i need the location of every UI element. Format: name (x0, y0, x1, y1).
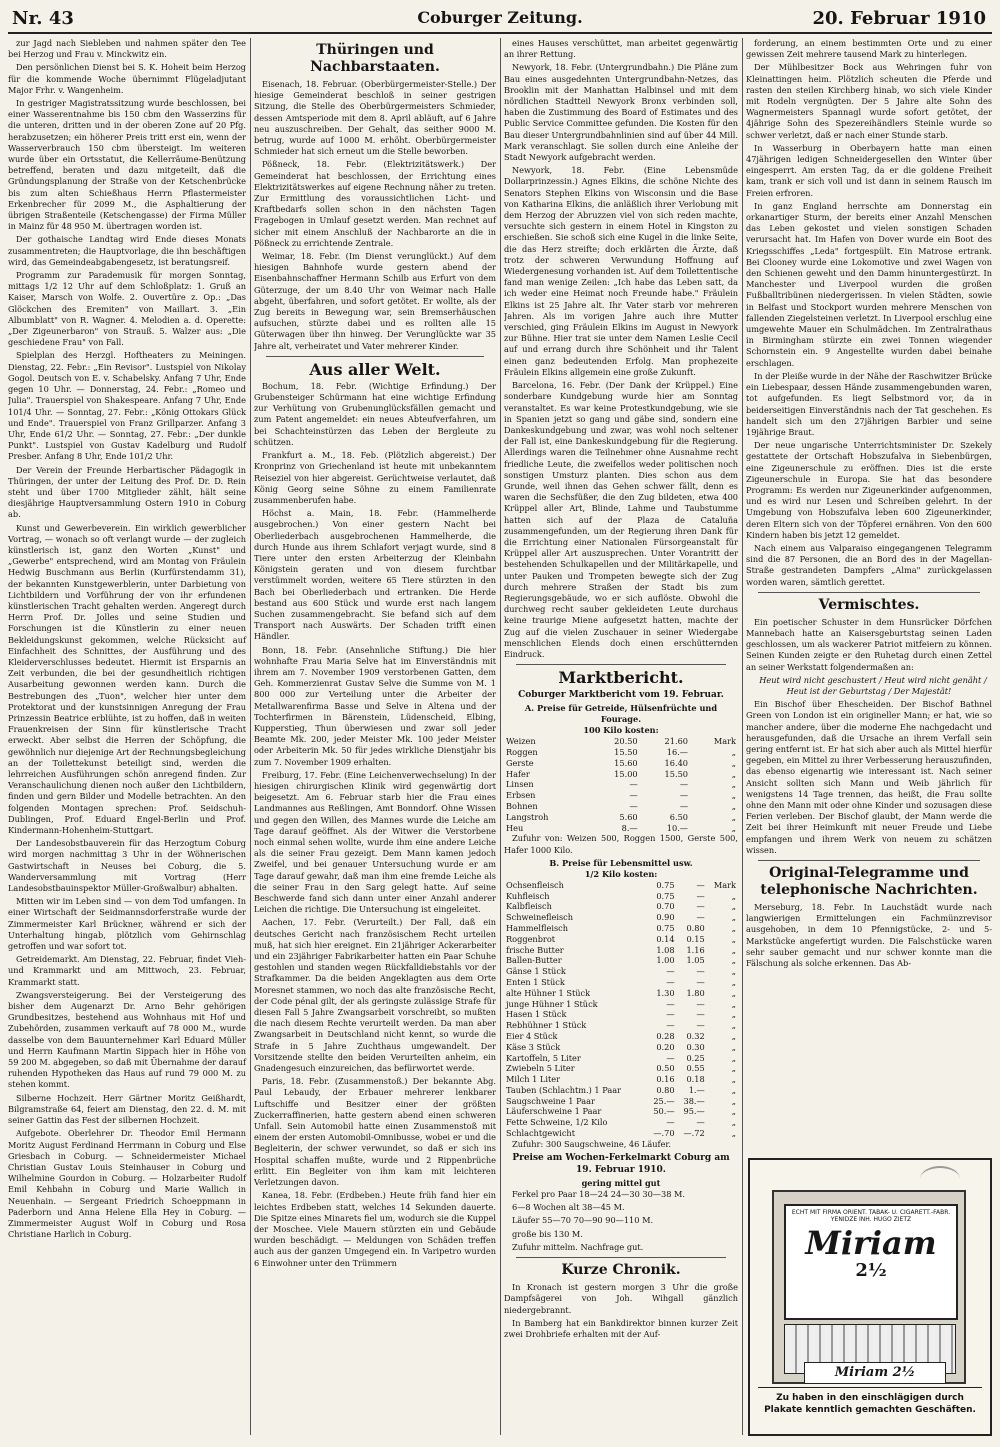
box-lid (784, 1204, 958, 1320)
price-from: 0.16 (656, 1074, 675, 1085)
price-unit: „ (731, 955, 736, 966)
price-from: 8.— (621, 822, 638, 833)
article-paragraph: Zwangsversteigerung. Bei der Versteigerung des bisher dem Augenarzt Dr. Arno Behr gehörigen Grundbesitzes, bestehend aus Wohnhaus mit Hof und Zubehörden, zusammen verkauft auf 78 000 M., wurde dasselbe von dem Bauunternehmer Karl Eduard Müller und Herrn Kaufmann Martin Sippach hier in Höhe von 59 200 M. abgegeben, so daß mit Übernahme der darauf ruhenden Hypotheken das Haus auf rund 79 000 M. zu stehen kommt. (8, 989, 246, 1090)
price-from: 0.14 (656, 933, 675, 944)
price-row (504, 955, 738, 966)
price-item: Linsen (506, 779, 534, 790)
market-a-title: A. Preise für Getreide, Hülsenfrüchte und Fourage. (524, 703, 718, 725)
price-unit: „ (731, 1084, 736, 1095)
price-row (504, 945, 738, 956)
price-unit: Mark (713, 736, 736, 747)
price-unit: „ (731, 811, 736, 822)
price-from: 20.50 (614, 736, 638, 747)
price-from: 1.08 (656, 944, 675, 955)
price-unit: „ (731, 1128, 736, 1139)
price-to: 16.40 (664, 757, 688, 768)
column-1 (8, 38, 251, 1435)
price-row (504, 1031, 738, 1042)
article-paragraph: zur Jagd nach Siebleben und nahmen später den Tee bei Herzog und Frau v. Minckwitz ein. (8, 38, 246, 60)
article-paragraph: Merseburg, 18. Febr. In Lauchstädt wurde nach langwierigen Ermittelungen ein Fachmünzrevisor ausgehoben, in dem 10 Pfennigstücke, 2- und 5-Markstücke angefertigt wurden. Die Falschstücke waren sehr sauber gemacht und nur schwer konnte man die Fälschung als solche erkennen. Das Ab- (746, 902, 992, 969)
price-item: Ballen-Butter (506, 955, 562, 966)
price-row (504, 1074, 738, 1085)
ferkel-header: gering mittel gut (581, 1178, 661, 1189)
price-row (504, 880, 738, 891)
price-row (504, 1128, 738, 1139)
price-to: 16.— (666, 746, 688, 757)
price-to: —.72 (683, 1128, 705, 1139)
price-to: 6.50 (669, 811, 688, 822)
price-item: alte Hühner 1 Stück (506, 987, 591, 998)
article-paragraph: Ein Bischof über Ehescheiden. Der Bischof Bathnel Green von London ist ein origineller Mann; er hat, wie so mancher andere, über die moderne Ehe nachgedacht und herausgefunden, daß die Ursache an ihrem Verfall sein gering entfernt ist. Er hat sich aber auch als Mittel hierfür gegeben, ein Mittel zu ihrer Verbesserung herauszufinden, das ebenso eigenartig wie interessant ist. Nach seiner Ansicht sollten sich Mann und Weib jährlich für wenigstens 14 Tage trennen, das heißt, die Frau sollte ohne den Mann mit oder ohne Kinder und sozusagen diese Ferien verleben. Der Bischof glaubt, der Mann werde die Zeit bei ihrer Heimkunft mit neuer Freude und Liebe empfangen und ihrem Werk von neuem zu schätzen wissen. (746, 699, 992, 855)
price-item: Saugschweine 1 Paar (506, 1095, 595, 1106)
ad-footer: Zu haben in den einschlägigen durch Plakate kenntlich gemachten Geschäften. (758, 1387, 982, 1426)
price-unit: „ (731, 1030, 736, 1041)
price-from: 0.28 (656, 1030, 675, 1041)
price-unit: „ (731, 1106, 736, 1117)
cigarette-box (772, 1190, 966, 1384)
cigarette-advertisement (748, 1158, 992, 1436)
price-unit: „ (731, 890, 736, 901)
price-item: Ochsenfleisch (506, 879, 564, 890)
price-from: 0.80 (656, 1084, 675, 1095)
price-item: Langstroh (506, 811, 549, 822)
article-paragraph: Höchst a. Main, 18. Febr. (Hammelherde ausgebrochen.) Von einer gestern Nacht bei Oberliederbach ausgebrochenen Hammelherde, die durch Hunde aus ihrem Schlafort verjagt wurde, sind 8 Tiere unter den ersten Arbeiterzug der Kleinbahn Königstein geraten und von diesem furchtbar verstümmelt worden, weitere 65 Tiere stürzten in den Bach bei Oberliederbach und ertranken. Die Herde bestand aus 600 Stück und wurde erst nach langem Suchen zusammengebracht. Sie befand sich auf dem Transport nach Auswärts. Der Schaden trifft einen Händler. (254, 508, 496, 642)
ferkel-line: große bis 130 M. (512, 1228, 583, 1239)
price-unit: „ (731, 779, 736, 790)
price-unit: „ (731, 901, 736, 912)
price-row (504, 1106, 738, 1117)
food-price-table (504, 880, 738, 1139)
ferkel-line: 6—8 Wochen alt 38—45 M. (512, 1202, 625, 1213)
price-item: Kartoffeln, 5 Liter (506, 1052, 581, 1063)
ad-strip: Miriam 2½ (804, 1362, 946, 1384)
price-from: 0.75 (656, 890, 675, 901)
price-to: 10.— (666, 822, 688, 833)
price-item: Rebhühner 1 Stück (506, 1020, 587, 1031)
price-row (504, 999, 738, 1010)
price-from: — (666, 998, 675, 1009)
price-from: 0.50 (656, 1063, 675, 1074)
article-paragraph: Ein poetischer Schuster in dem Hunsrücker Dörfchen Mannebach hatte an Kaisersgeburtstag seinen Laden geschlossen, um als wackerer Patriot mitfeiern zu können. Seinen Kunden zeigte er den Ruhetag durch einen Zettel an seiner Werkstatt folgendermaßen an: (746, 616, 992, 672)
price-row (504, 923, 738, 934)
price-to: — (696, 1009, 705, 1020)
price-to: — (679, 790, 688, 801)
price-from: — (666, 966, 675, 977)
price-item: Roggen (506, 746, 538, 757)
price-unit: „ (731, 768, 736, 779)
price-unit: „ (731, 998, 736, 1009)
price-from: 15.50 (614, 746, 638, 757)
divider (516, 1257, 726, 1258)
price-from: — (666, 976, 675, 987)
price-row (504, 1053, 738, 1064)
article-paragraph: In der Pleiße wurde in der Nähe der Raschwitzer Brücke ein Liebespaar, dessen Hände zusammengebunden waren, tot aufgefunden. Es liegt Selbstmord vor, da in beiderseitigen Einverständnis nach der Tat geschehen. Es handelt sich um den 27jährigen Barbier und seine 19jährige Braut. (746, 370, 992, 437)
price-row (504, 823, 738, 834)
price-to: 0.15 (686, 933, 705, 944)
price-to: 1.80 (686, 987, 705, 998)
price-from: 0.75 (656, 879, 675, 890)
market-a-unit: 100 Kilo kosten: (583, 725, 659, 736)
price-item: Milch 1 Liter (506, 1074, 560, 1085)
ad-firm: ECHT MIT FIRMA ORIENT. TABAK- U. CIGARETT.-FABR. YENIDZE INH. HUGO ZIETZ (791, 1209, 951, 1223)
price-unit: „ (731, 1041, 736, 1052)
article-paragraph: Den persönlichen Dienst bei S. K. Hoheit beim Herzog für die kommende Woche übernimmt Flügeladjutant Major Frhr. v. Wangenheim. (8, 62, 246, 95)
price-row (504, 1117, 738, 1128)
price-from: — (666, 1052, 675, 1063)
ad-brand: Miriam (805, 1224, 937, 1262)
ferkel-market-title: Preise am Wochen-Ferkelmarkt Coburg am 19. Februar 1910. (512, 1153, 730, 1176)
price-unit: „ (731, 976, 736, 987)
article-paragraph: Bonn, 18. Febr. (Ansehnliche Stiftung.) Die hier wohnhafte Frau Maria Selve hat im Einverständnis mit ihrem am 7. November 1909 verstorbenen Gatten, dem Geh. Kommerzienrat Gustav Selve die Summe von M. 1 800 000 zur Verteilung unter die Arbeiter der Metallwarenfirma Basse und Selve in Altena und der Tochterfirmen in Bärenstein, Lüdenscheid, Elbing, Kupperstieg, Thun überwiesen und zwar soll jeder Beamte Mk. 200, jeder Meister Mk. 100 jeder Meister oder Arbeiterin Mk. 50 für jedes wirkliche Dienstjahr bis zum 7. November 1909 erhalten. (254, 644, 496, 767)
article-paragraph: Barcelona, 16. Febr. (Der Dank der Krüppel.) Eine sonderbare Kundgebung wurde hier am Sonntag veranstaltet. Es war keine Protestkundgebung, wie sie in Spanien jetzt so gang und gäbe sind, sondern eine Dankeskundgebung und zwar, was wohl noch seltener der Fall ist, eine Dankeskundgebung für die Regierung. Allerdings waren die Teilnehmer ohne Ausnahme recht friedliche Leute, die zweifellos weder politischen noch sonstigen Umsturz planten. Dies schon aus dem Grunde, weil ihnen das Gehen schwer fällt, denn es waren die Sechsfüßer, die den Zug bildeten, etwa 400 Krüppel aller Art, Blinde, Lahme und Taubstumme hatten sich auf der Plaza de Cataluña zusammengefunden, um der Regierung ihren Dank für die Errichtung einer Nationalen Fürsorgeanstalt für Krüppel aller Art auszusprechen. Unter Vorantritt der bestehenden Schulkapellen und der Militärkapelle, und unter Pauken und Trompeten bewegte sich der Zug durch mehrere Straßen der Stadt bis zum Regierungsgebäude, wo er sich auflöste. Obwohl die durchweg recht sauber gekleideten Leute durchaus keine traurige Miene aufgesetzt hatten, machte der Zug auf die vielen Zuschauer in seiner Wiedergabe menschlichen Elends doch einen erschütternden Eindruck. (504, 380, 738, 659)
article-paragraph: Pößneck, 18. Febr. (Elektrizitätswerk.) Der Gemeinderat hat beschlossen, der Errichtung eines Elektrizitätswerkes auf eigene Rechnung näher zu treten. Zur Ermittlung des voraussichtlichen Licht- und Kraftbedarfs sollen schon in den nächsten Tagen Fragebogen in Umlauf gesetzt werden. Man rechnet auf sicher mit einem Anschluß der Nachbarorte an die in Pößneck zu errichtende Zentrale. (254, 159, 496, 248)
price-item: Schlachtgewicht (506, 1128, 575, 1139)
price-unit: Mark (713, 879, 736, 890)
market-note: Zufuhr von: Weizen 500, Roggen 1500, Gerste 500, Hafer 1000 Kilo. (504, 833, 738, 855)
divider (516, 664, 726, 665)
price-from: — (666, 1009, 675, 1020)
price-to: 1.05 (686, 955, 705, 966)
ferkel-line: Zufuhr mittelm. Nachfrage gut. (512, 1241, 644, 1252)
article-paragraph: Kanea, 18. Febr. (Erdbeben.) Heute früh fand hier ein leichtes Erdbeben statt, welches 14 Sekunden dauerte. Die Spitze eines Minarets fiel um, wodurch sie die Kuppel der Moschee. Viele Mauern stürzten ein und Gebäude wurden beschädigt. — Meldungen von Schäden treffen auch aus der ganzen Umgegend ein. In Varipetro wurden 6 Einwohner unter den Trümmern (254, 1190, 496, 1268)
page-number: Nr. 43 (12, 8, 74, 29)
price-row (504, 934, 738, 945)
price-unit: „ (731, 944, 736, 955)
price-to: — (696, 912, 705, 923)
price-from: 0.90 (656, 912, 675, 923)
poem: Heut wird nicht geschustert / Heut wird nicht genäht / Heut ist der Geburtstag / Der Majestät! (759, 674, 987, 696)
price-item: Hafer (506, 768, 530, 779)
price-row (504, 812, 738, 823)
price-unit: „ (731, 1117, 736, 1128)
price-unit: „ (731, 1009, 736, 1020)
price-item: Kalbfleisch (506, 901, 552, 912)
ferkel-line: Ferkel pro Paar 18—24 24—30 30—38 M. (512, 1189, 685, 1200)
price-item: Gerste (506, 757, 534, 768)
price-to: 21.60 (664, 736, 688, 747)
price-to: 0.32 (686, 1030, 705, 1041)
price-item: Kuhfleisch (506, 890, 550, 901)
price-to: — (696, 976, 705, 987)
article-paragraph: In Bamberg hat ein Bankdirektor binnen kurzer Zeit zwei Drohbriefe erhalten mit der Auf- (504, 1317, 738, 1339)
price-unit: „ (731, 987, 736, 998)
price-from: —.70 (653, 1128, 675, 1139)
price-to: 0.55 (686, 1063, 705, 1074)
price-row (504, 901, 738, 912)
price-unit: „ (731, 790, 736, 801)
article-paragraph: Weimar, 18. Febr. (Im Dienst verunglückt.) Auf dem hiesigen Bahnhofe wurde gestern abend der Eisenbahnschaffner Hermann Schilb aus Erfurt von dem Güterzuge, der um 8.40 Uhr von Weimar nach Halle abgeht, überfahren, und sofort getötet. Er wollte, als der Zug bereits in Bewegung war, sein Bremserhäuschen aufsuchen, stürzte dabei und es rollten alle 15 Güterwagen über ihn hinweg. Der Verunglückte war 35 Jahre alt, verheiratet und Vater mehrerer Kinder. (254, 251, 496, 351)
column-4 (746, 38, 992, 1147)
price-to: 1.— (688, 1084, 705, 1095)
smoke-icon (920, 1166, 960, 1192)
price-to: 0.80 (686, 922, 705, 933)
column-2 (254, 38, 501, 1435)
price-from: 50.— (653, 1106, 675, 1117)
price-to: — (696, 879, 705, 890)
price-row (504, 747, 738, 758)
price-to: — (696, 966, 705, 977)
price-unit: „ (731, 1063, 736, 1074)
price-row (504, 1009, 738, 1020)
article-paragraph: Programm zur Parademusik für morgen Sonntag, mittags 1/2 12 Uhr auf dem Schloßplatz: 1. Gruß an Kaiser, Marsch von Wolfe. 2. Ouvertüre z. Op.: „Das Glöckchen des Eremiten" von Maillart. 3. „Ein Albumblatt" von R. Wagner. 4. Melodien a. d. Operette: „Der Zigeunerbaron" von Strauß. 5. Walzer aus: „Die geschiedene Frau" von Fall. (8, 270, 246, 348)
price-from: 1.30 (656, 987, 675, 998)
section-heading: Vermischtes. (818, 596, 920, 613)
price-row (504, 801, 738, 812)
price-to: — (696, 1020, 705, 1031)
price-item: Eier 4 Stück (506, 1030, 558, 1041)
article-paragraph: Mitten wir im Leben sind — von dem Tod umfangen. In einer Wirtschaft der Seidmannsdorferstraße wurde der Zimmermeister Karl Brückner, während er sich der Unterhaltung hingab, plötzlich vom Gehirnschlag getroffen und war sofort tot. (8, 896, 246, 952)
article-paragraph: Nach einem aus Valparaiso eingegangenen Telegramm sind die 87 Personen, die an Bord des in der Magellan-Straße gestrandeten Dampfers „Alma" zurückgelassen worden waren, sämtlich gerettet. (746, 542, 992, 587)
price-row (504, 988, 738, 999)
masthead (8, 8, 992, 34)
article-paragraph: In ganz England herrschte am Donnerstag ein orkanartiger Sturm, der bereits einer Anzahl Menschen das Leben gekostet und vielen sonstigen Schaden verursacht hat. Im Hafen von Dover wurde ein Boot des Kriegsschiffes „Leda" fortgespült. Ein Matrose ertrank. Bei Clooney wurde eine Lokomotive und zwei Wagen von den Schienen geweht und den Damm hinuntergestürzt. In Manchester und Liverpool wurden die großen Fußballtribünen niedergerissen. In vielen Städten, sowie in Belfast und Stockport wurden mehrere Menschen von fallenden Ziegelsteinen verletzt. In Liverpool erschlug eine umgewehte Mauer ein Schulmädchen. Im Zentralrathaus in Birmingham stürzte ein zwei Tonnen wiegender Schornstein ein. 9 Angestellte wurden dabei beinahe erschlagen. (746, 200, 992, 368)
price-unit: „ (731, 933, 736, 944)
price-row (504, 1085, 738, 1096)
section-heading: Thüringen und Nachbarstaaten. (310, 42, 440, 75)
article-paragraph: Silberne Hochzeit. Herr Gärtner Moritz Geißhardt, Bilgramstraße 64, feiert am Dienstag, den 22. d. M. mit seiner Gattin das Fest der silbernen Hochzeit. (8, 1092, 246, 1126)
article-paragraph: In gestriger Magistratssitzung wurde beschlossen, bei einer Wasserentnahme bis 150 cbm den Wasserzins für die unteren, dritten und in der oberen Zone auf 20 Pfg. herabzusetzen; ein höherer Preis tritt erst ein, wenn der Wasserverbrauch 150 cbm übersteigt. Im weiteren wurde über ein Ortsstatut, die Kellerräume-Benützung betreffend, beraten und dazu mitgeteilt, daß die Gründungsplanung der Straße von der Ketschenbrücke bis zum alten Schießhaus Herrn Pflastermeister Erkenbrecher für 2099 M., die Asphaltierung der übrigen Straßenteile (Ketschengasse) der Firma Müller in Mainz für 48 950 M. übertragen worden ist. (8, 98, 246, 232)
price-item: Roggenbrot (506, 933, 556, 944)
price-row (504, 790, 738, 801)
section-heading: Kurze Chronik. (561, 1262, 681, 1279)
price-from: 15.00 (614, 768, 638, 779)
price-row (504, 977, 738, 988)
price-item: Schweinefleisch (506, 912, 574, 923)
divider (758, 860, 980, 861)
price-item: Gänse 1 Stück (506, 966, 566, 977)
price-unit: „ (731, 1095, 736, 1106)
price-item: Erbsen (506, 790, 536, 801)
price-from: 0.20 (656, 1041, 675, 1052)
price-row (504, 912, 738, 923)
price-row (504, 758, 738, 769)
price-to: 0.18 (686, 1074, 705, 1085)
price-unit: „ (731, 912, 736, 923)
article-paragraph: Aachen, 17. Febr. (Verurteilt.) Der Fall, daß ein deutsches Gericht nach französischem Recht urteilen muß, hat sich hier ereignet. Ein 21jähriger Ackerarbeiter und ein 23jähriger Fabrikarbeiter hatten ein Paar Schuhe gestohlen und standen wegen Rückfalldiebstahls vor der Strafkammer. Da die beiden Angeklagten aus dem Orte Moresnet stammen, wo noch das alte französische Recht, der Code pénal gilt, der als geringste zulässige Strafe für diesen Fall 5 Jahre Zwangsarbeit vorschreibt, so mußten die nach diesem Rechte verurteilt werden. Da man aber Zwangsarbeit in Deutschland nicht kennt, so wurde die Strafe in 5 Jahre Zuchthaus umgewandelt. Der Vorsitzende stellte den beiden Verurteilten anheim, ein Gnadengesuch einzureichen, das befürwortet werde. (254, 917, 496, 1074)
market-b-unit: 1/2 Kilo kosten: (584, 868, 658, 879)
article-paragraph: Bochum, 18. Febr. (Wichtige Erfindung.) Der Grubensteiger Schürmann hat eine wichtige Erfindung zur Verhütung von Grubenunglücksfällen gemacht und zum Patent angemeldet: ein neues Abteufverfahren, um bei Schachteinstürzen das Leben der Bergleute zu schützen. (254, 380, 496, 447)
price-row (504, 966, 738, 977)
price-row (504, 1063, 738, 1074)
price-from: 0.75 (656, 922, 675, 933)
article-paragraph: forderung, an einem bestimmten Orte und zu einer gewissen Zeit mehrere tausend Mark zu hinterlegen. (746, 38, 992, 60)
column-3 (504, 38, 743, 1435)
article-paragraph: Newyork, 18. Febr. (Untergrundbahn.) Die Pläne zum Bau eines ausgedehnten Untergrundbahn-Netzes, das Brooklin mit der Manhattan Halbinsel und mit dem nördlichen Stadtteil Newyork Bronx verbinden soll, haben die Zustimmung des Board of Estimates und des Public Service Committee gefunden. Die Kosten für den Bau dieser Untergrundbahnlinien sind auf über 44 Mill. Mark veranschlagt. Sie sollen durch eine Anleihe der Stadt Newyork aufgebracht werden. (504, 62, 738, 163)
price-unit: „ (731, 800, 736, 811)
price-item: Käse 3 Stück (506, 1041, 561, 1052)
price-unit: „ (731, 757, 736, 768)
section-heading: Original-Telegramme und telephonische Nachrichten. (760, 865, 978, 899)
price-from: 15.60 (614, 757, 638, 768)
price-from: — (666, 1020, 675, 1031)
price-to: 95.— (683, 1106, 705, 1117)
price-item: Hammelfleisch (506, 922, 568, 933)
price-to: — (696, 1117, 705, 1128)
article-paragraph: Der neue ungarische Unterrichtsminister Dr. Szekely gestattete der Ortschaft Hobszufalva in Siebenbürgen, eine Zigeunerschule zu eröffnen. Dies ist die erste Zigeunerschule in Europa. Sie hat das besondere Programm: Es werden nur Zigeunerkinder aufgenommen, und es wird nur Lesen und Schreiben gelehrt. In der Umgebung von Hobszufalva leben 600 Zigeunerkinder, deren Eltern sich von der Töpferei ernähren. Von den 600 Kindern haben bis jetzt 12 gemeldet. (746, 440, 992, 540)
section-heading: Aus aller Welt. (309, 359, 441, 379)
price-to: 15.50 (664, 768, 688, 779)
article-paragraph: Der Landesobstbauverein für das Herzogtum Coburg wird morgen nachmittag 3 Uhr in der Wöhnerischen Gastwirtschaft in Neuses bei Coburg, die 5. Wanderversammlung mit Vortrag (Herr Landesobstbauinspektor Müller-Großwalbur) abhalten. (8, 838, 246, 894)
article-paragraph: Der gothaische Landtag wird Ende dieses Monats zusammentreten; die Hauptvorlage, die ihn beschäftigen wird, das Gemeindeabgabengesetz, ist beratungsreif. (8, 234, 246, 267)
divider (758, 592, 980, 593)
price-unit: „ (731, 966, 736, 977)
article-paragraph: Der Mühlbesitzer Bock aus Wehringen fuhr von Kleinattingen heim. Plötzlich scheuten die Pferde und rasten den steilen Kirchberg hinab, wo sich viele Kinder mit Rodeln vergnügten. Der 5 Jahre alte Sohn des Wagnermeisters Spannagl wurde sofort getötet, der 4jährige Sohn des Spezereihändlers Steinle wurde so schwer verletzt, daß er nach einer Stunde starb. (746, 62, 992, 140)
price-from: 0.70 (656, 901, 675, 912)
price-item: Tauben (Schlachtm.) 1 Paar (506, 1084, 622, 1095)
article-paragraph: Kunst und Gewerbeverein. Ein wirklich gewerblicher Vortrag, — wonach so oft verlangt wurde — der zugleich künstlerisch ist, ganz den Worten „Kunst" und „Gewerbe" entsprechend, wird am Montag von Fräulein Hedwig Buschmann aus Berlin (Kurfürstendamm 31), der bekannten Kunstgewerblerin, unter Darbietung von Lichtbildern und Vorführung der von ihr erfundenen künstlerischen Tracht gehalten werden. Angeregt durch Herrn Prof. Dr. Jolles und seine Studien und Forschungen ist die Künstlerin zu einer neuen Bekleidungskunst gekommen, welche Rücksicht auf Einfachheit des Schnittes, der Ausführung und des Kleiderverschlusses bedeutet. Hiermit ist Ersparnis an Zeit verbunden, die bei der gesundheitlich richtigen Ausarbeitung gewonnen werden kann. Durch die Bestrebungen des „Tuon", welcher hier unter dem Protektorat und der kunstsinnigen Anregung der Frau Prinzessin Beatrice erblühte, ist zu hoffen, daß in weiten Frauenkreisen der Sinn für künstlerische Tracht erweckt. Aber selbst die Herren der Schöpfung, die gewöhnlich nur diejenige Art der Rechnungsbegleichung an der Toilettekunst beteiligt sind, werden die lehrreichen Ausführungen schön anregend finden. Zur Veranschaulichung dienen noch außer den Lichtbildern, finden und gern Bilder und Modelle betrachten. An den folgenden Montagen sprechen: Prof. Seidschuh-Dublingen, Prof. Eduard Engel-Berlin und Prof. Kindermann-Hohenheim-Stuttgart. (8, 522, 246, 836)
article-paragraph: Paris, 18. Febr. (Zusammenstoß.) Der bekannte Abg. Paul Lebaudy, der Erbauer mehrerer lenkbarer Luftschiffe und Besitzer einer der größten Zuckerraffinerien, hatte gestern abend einen schweren Unfall. Sein Automobil hatte einen Zusammenstoß mit einem der ersten Automobil-Omnibusse, wobei er und die Begleiterin, der schwer verwundet, so daß er sich ins Hospital schaffen mußte, wurde und 2 Rippenbrüche erlitt. Ein Begleiter von ihm kam mit leichteren Verletzungen davon. (254, 1076, 496, 1188)
article-paragraph: Der Verein der Freunde Herbartischer Pädagogik in Thüringen, der unter der Leitung des Prof. Dr. D. Rein steht und über 1700 Mitglieder zählt, hält seine diesjährige Hauptversammlung Ostern 1910 in Coburg ab. (8, 464, 246, 520)
price-to: — (696, 890, 705, 901)
article-paragraph: Eisenach, 18. Februar. (Oberbürgermeister-Stelle.) Der hiesige Gemeinderat beschloß in seiner gestrigen Sitzung, die Stelle des Oberbürgermeisters Schmieder, dessen Amtsperiode mit dem 8. April abläuft, auf 6 Jahre neu auszuschreiben. Der Gehalt, das seither 9000 M. betrug, wurde auf 1000 M. erhöht. Oberbürgermeister Schmieder hat sich erneut um die Stelle beworben. (254, 79, 496, 157)
price-row (504, 736, 738, 747)
price-unit: „ (731, 1074, 736, 1085)
price-to: — (679, 779, 688, 790)
market-subtitle: Coburger Marktbericht vom 19. Februar. (518, 690, 724, 701)
price-to: 0.30 (686, 1041, 705, 1052)
newspaper-title: Coburger Zeitung. (417, 8, 583, 27)
price-from: 5.60 (619, 811, 638, 822)
grain-price-table (504, 736, 738, 833)
price-to: — (679, 800, 688, 811)
price-unit: „ (731, 922, 736, 933)
price-from: 25.— (653, 1095, 675, 1106)
price-row (504, 779, 738, 790)
price-item: Läuferschweine 1 Paar (506, 1106, 602, 1117)
price-item: Weizen (506, 736, 536, 747)
article-paragraph: In Wasserburg in Oberbayern hatte man einen 47jährigen ledigen Schneidergesellen den Winter über eingesperrt. Am ersten Tag, da er die goldene Freiheit kam, trank er sich voll und ist dann in seinem Rausch im Freien erfroren. (746, 142, 992, 198)
price-item: Enten 1 Stück (506, 976, 565, 987)
issue-date: 20. Februar 1910 (812, 8, 986, 29)
price-to: 1.16 (686, 944, 705, 955)
article-paragraph: Getreidemarkt. Am Dienstag, 22. Februar, findet Vieh- und Krammarkt und am Mittwoch, 23. Februar, Krammarkt statt. (8, 954, 246, 987)
price-item: Fette Schweine, 1/2 Kilo (506, 1117, 608, 1128)
article-paragraph: Frankfurt a. M., 18. Feb. (Plötzlich abgereist.) Der Kronprinz von Griechenland ist heute mit unbekanntem Reiseziel von hier abgereist. Gerüchtweise verlautet, daß König Georg seine Söhne zu einem Familienrate zusammenberufen habe. (254, 450, 496, 505)
article-paragraph: Newyork, 18. Febr. (Eine Lebensmüde Dollarprinzessin.) Agnes Elkins, die schöne Nichte des Senators Stephen Elkins von Wisconsin und die Base von Katharina Elkins, die anläßlich ihrer Verlobung mit dem Herzog der Abruzzen viel von sich reden machte, versuchte sich gestern in einem Hotel in Kingston zu erschießen. Sie schoß sich eine Kugel in die linke Seite, die das Herz streifte; doch erklärten die Ärzte, daß trotz der schweren Verwundung Hoffnung auf Wiedergenesung vorhanden ist. Auf dem Toilettentische fand man wenige Zeilen: „Ich habe das Leben satt, da ich weder eine Heimat noch Freunde habe." Fräulein Elkins ist 25 Jahre alt. Ihr Vater starb vor mehreren Jahren. Als im vorigen Jahre auch ihre Mutter verschied, ging Fräulein Elkins im August in Newyork zur Bühne. Hier trat sie unter dem Namen Leslie Cecil auf und errang durch ihre Schönheit und ihr Talent einen ganz bedeutenden Erfolg. Man prophezeite Fräulein Elkins allgemein eine große Zukunft. (504, 165, 738, 377)
price-row (504, 769, 738, 780)
ad-price: 2½ (855, 1260, 887, 1281)
article-paragraph: In Kronach ist gestern morgen 3 Uhr die große Dampfsägerei von Joh. Wihgall gänzlich niedergebrannt. (504, 1282, 738, 1315)
article-paragraph: Aufgebote. Oberlehrer Dr. Theodor Emil Hermann Moritz August Ferdinand Herrmann in Coburg und Else Griesbach in Coburg. — Schneidermeister Michael Christian Gustav Louis Steinhauser in Coburg und Wilhelmine Gourdon in Coburg. — Holzarbeiter Rudolf Emil Kehbahn in Coburg und Marie Wallich in Neuenhain. — Sergeant Friedrich Schoeppmann in Paderborn und Anna Helene Ella Hey in Coburg. — Zimmermeister August Wolf in Coburg und Rosa Christiane Harlich in Coburg. (8, 1128, 246, 1240)
price-row (504, 1042, 738, 1053)
price-unit: „ (731, 1052, 736, 1063)
divider (266, 356, 484, 357)
market-b-title: B. Preise für Lebensmittel usw. (549, 857, 693, 868)
price-item: Zwiebeln 5 Liter (506, 1063, 575, 1074)
price-to: 38.— (683, 1095, 705, 1106)
price-item: junge Hühner 1 Stück (506, 998, 598, 1009)
price-unit: „ (731, 746, 736, 757)
price-unit: „ (731, 1020, 736, 1031)
price-unit: „ (731, 822, 736, 833)
article-paragraph: eines Hauses verschüttet, man arbeitet gegenwärtig an ihrer Rettung. (504, 38, 738, 60)
price-row (504, 891, 738, 902)
market-note: Zufuhr: 300 Saugschweine, 46 Läufer. (512, 1138, 672, 1149)
price-row (504, 1096, 738, 1107)
price-item: Bohnen (506, 800, 538, 811)
price-item: Heu (506, 822, 524, 833)
price-item: frische Butter (506, 944, 564, 955)
price-from: — (629, 800, 638, 811)
price-from: — (629, 790, 638, 801)
price-from: — (666, 1117, 675, 1128)
price-to: — (696, 998, 705, 1009)
article-paragraph: Spielplan des Herzgl. Hoftheaters zu Meiningen. Dienstag, 22. Febr.: „Ein Revisor". Lustspiel von Nikolay Gogol. Deutsch von E. v. Schabelsky. Anfang 7 Uhr, Ende gegen 10 Uhr. — Donnerstag, 24. Febr.: „Romeo und Julia". Trauerspiel von Shakespeare. Anfang 7 Uhr, Ende 101/4 Uhr. — Sonntag, 27. Febr.: „König Ottokars Glück und Ende". Trauerspiel von Franz Grillparzer. Anfang 3 Uhr, Ende 61/2 Uhr. — Sonntag, 27. Febr.: „Der dunkle Punkt". Lustspiel von Gustav Kadelburg und Rudolf Presber. Anfang 8 Uhr, Ende 101/2 Uhr. (8, 350, 246, 462)
price-from: 1.00 (656, 955, 675, 966)
price-to: 0.25 (686, 1052, 705, 1063)
price-row (504, 1020, 738, 1031)
market-report-heading: Marktbericht. (558, 668, 684, 688)
price-item: Hasen 1 Stück (506, 1009, 567, 1020)
article-paragraph: Freiburg, 17. Febr. (Eine Leichenverwechselung) In der hiesigen chirurgischen Klinik wird gegenwärtig dort beigesetzt. Am 6. Februar starb hier die Frau eines Landmannes aus Reßlingen, Amt Bonndorf. Ohne Wissen und gegen den Willen, des Mannes wurde die Leiche am Tage darauf geöffnet. Als der Witwer die Verstorbene noch einmal sehen wollte, wurde ihm eine andere Leiche als die seiner Frau gezeigt. Dem Mann kamen jedoch Zweifel, und bei genauer Untersuchung wurde er am Tage darauf gewahr, daß man ihm eine fremde Leiche als die seiner Frau in den Sarg gelegt hatte. Auf seine Beschwerde fand sich dann unter einer Anzahl anderer Leichen die richtige. Die Untersuchung ist eingeleitet. (254, 769, 496, 915)
price-from: — (629, 779, 638, 790)
price-to: — (696, 901, 705, 912)
ferkel-line: Läufer 55—70 70—90 90—110 M. (512, 1215, 654, 1226)
